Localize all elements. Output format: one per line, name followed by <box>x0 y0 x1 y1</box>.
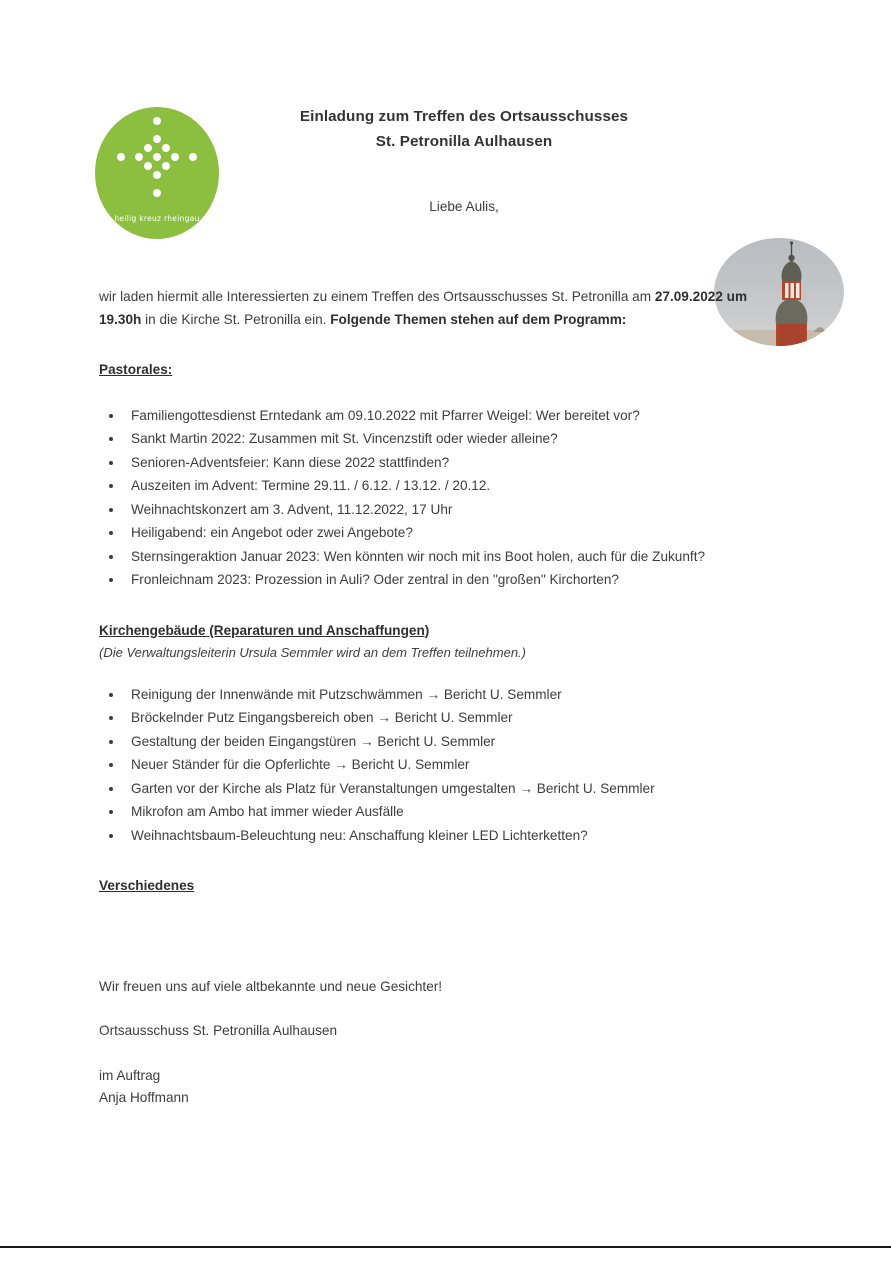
list-item: Weihnachtsbaum-Beleuchtung neu: Anschaffung kleiner LED Lichterketten? <box>99 824 791 848</box>
salutation: Liebe Aulis, <box>429 199 499 214</box>
list-item: Bröckelnder Putz Eingangsbereich oben → Bericht U. Semmler <box>99 706 791 730</box>
list-item: Gestaltung der beiden Eingangstüren → Bericht U. Semmler <box>99 730 791 754</box>
title-line-1: Einladung zum Treffen des Ortsausschusses <box>299 108 629 125</box>
section-heading-kirchengebaeude: Kirchengebäude (Reparaturen und Anschaffungen) <box>99 622 430 638</box>
closing-block <box>99 976 791 1110</box>
title-line-2: St. Petronilla Aulhausen <box>375 133 553 150</box>
list-item: Sankt Martin 2022: Zusammen mit St. Vincenzstift oder wieder alleine? <box>99 427 791 451</box>
document-body <box>99 286 791 1110</box>
closing-line-2: Ortsausschuss St. Petronilla Aulhausen <box>99 1023 338 1038</box>
closing-line-1: Wir freuen uns auf viele altbekannte und neue Gesichter! <box>99 978 443 994</box>
list-item: Mikrofon am Ambo hat immer wieder Ausfälle <box>99 800 791 824</box>
list-item: Weihnachtskonzert am 3. Advent, 11.12.2022, 17 Uhr <box>99 498 791 522</box>
section-heading-pastorales: Pastorales: <box>99 362 173 377</box>
list-item: Sternsingeraktion Januar 2023: Wen könnten wir noch mit ins Boot holen, auch für die Zukunft? <box>99 545 791 569</box>
list-item: Garten vor der Kirche als Platz für Veranstaltungen umgestalten → Bericht U. Semmler <box>99 777 791 801</box>
closing-line-3: im Auftrag <box>99 1067 161 1083</box>
footer-divider <box>0 1246 891 1248</box>
list-item: Senioren-Adventsfeier: Kann diese 2022 stattfinden? <box>99 451 791 475</box>
intro-text-1: wir laden hiermit alle Interessierten zu einem Treffen des Ortsausschusses St. Petronilla am <box>99 289 655 304</box>
list-item: Fronleichnam 2023: Prozession in Auli? Oder zentral in den "großen" Kirchorten? <box>99 568 791 592</box>
intro-paragraph <box>99 286 791 331</box>
list-item: Heiligabend: ein Angebot oder zwei Angebote? <box>99 521 791 545</box>
intro-text-2: in die Kirche St. Petronilla ein. <box>141 311 331 327</box>
closing-line-4: Anja Hoffmann <box>99 1090 189 1105</box>
logo-cross-dots <box>95 113 219 217</box>
list-pastorales <box>99 404 791 592</box>
document-title <box>238 104 690 154</box>
parish-logo <box>95 107 219 239</box>
list-item: Familiengottesdienst Erntedank am 09.10.2022 mit Pfarrer Weigel: Wer bereitet vor? <box>99 404 791 428</box>
list-item: Neuer Ständer für die Opferlichte → Bericht U. Semmler <box>99 753 791 777</box>
list-kirchengebaeude <box>99 683 791 848</box>
intro-program-note: Folgende Themen stehen auf dem Programm: <box>330 311 627 327</box>
section-subtitle-kirchengebaeude: (Die Verwaltungsleiterin Ursula Semmler wird an dem Treffen teilnehmen.) <box>99 645 526 660</box>
list-item: Reinigung der Innenwände mit Putzschwämmen → Bericht U. Semmler <box>99 683 791 707</box>
section-heading-verschiedenes: Verschiedenes <box>99 878 195 893</box>
list-item: Auszeiten im Advent: Termine 29.11. / 6.12. / 13.12. / 20.12. <box>99 474 791 498</box>
logo-caption: heilig kreuz rheingau <box>114 214 200 223</box>
intro-date: 27.09.2022 um 19.30h <box>99 289 748 327</box>
document-header <box>0 104 891 249</box>
